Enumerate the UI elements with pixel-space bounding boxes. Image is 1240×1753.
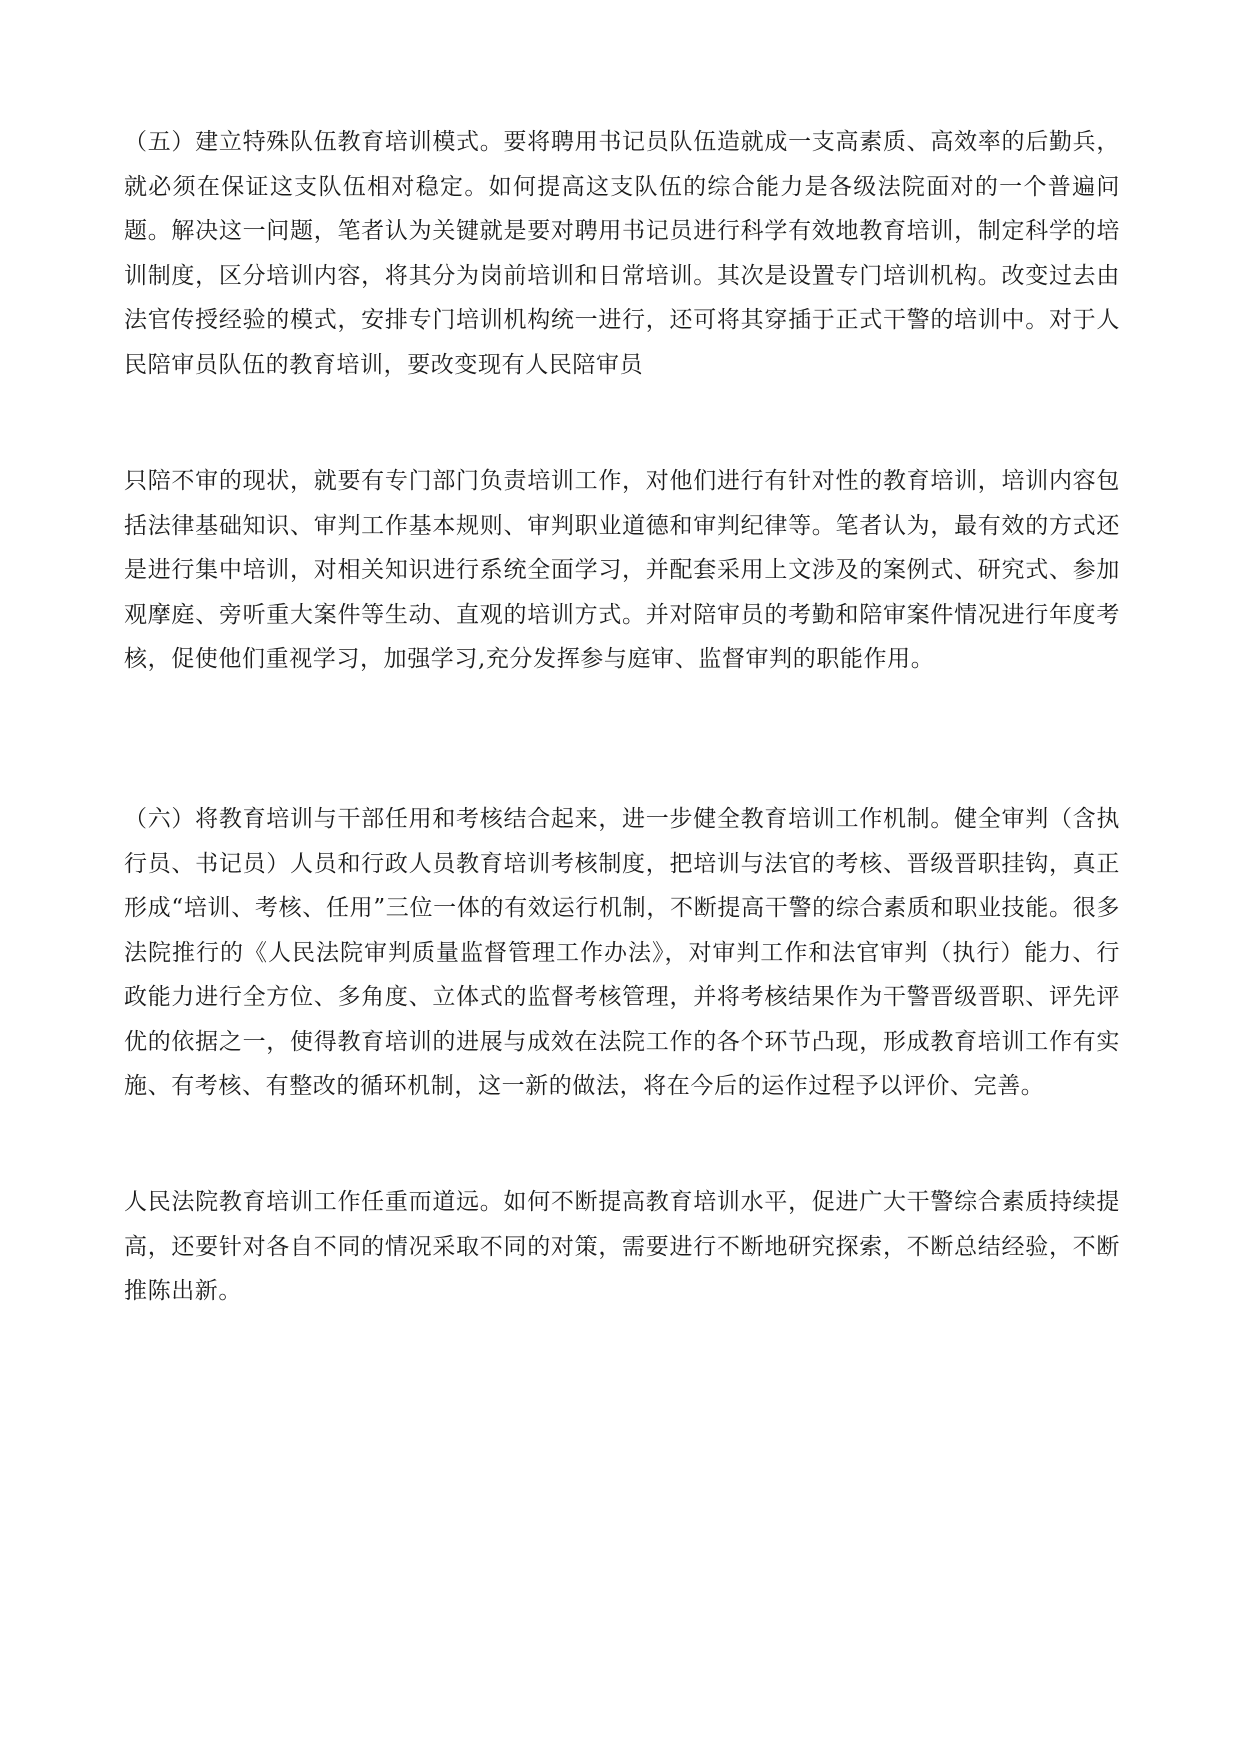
paragraph-section-six: （六）将教育培训与干部任用和考核结合起来，进一步健全教育培训工作机制。健全审判（含执行员、书记员）人员和行政人员教育培训考核制度，把培训与法官的考核、晋级晋职挂钩，真正形成“培训、考核、任用”三位一体的有效运行机制，不断提高干警的综合素质和职业技能。很多法院推行的《人民法院审判质量监督管理工作办法》，对审判工作和法官审判（执行）能力、行政能力进行全方位、多角度、立体式的监督考核管理，并将考核结果作为干警晋级晋职、评先评优的依据之一，使得教育培训的进展与成效在法院工作的各个环节凸现，形成教育培训工作有实施、有考核、有整改的循环机制，这一新的做法，将在今后的运作过程予以评价、完善。	[124, 806, 1120, 1099]
paragraph-conclusion: 人民法院教育培训工作任重而道远。如何不断提高教育培训水平，促进广大干警综合素质持续提高，还要针对各自不同的情况采取不同的对策，需要进行不断地研究探索，不断总结经验，不断推陈出新。	[124, 1189, 1120, 1304]
paragraph-section-five: （五）建立特殊队伍教育培训模式。要将聘用书记员队伍造就成一支高素质、高效率的后勤兵，就必须在保证这支队伍相对稳定。如何提高这支队伍的综合能力是各级法院面对的一个普遍问题。解决这一问题，笔者认为关键就是要对聘用书记员进行科学有效地教育培训，制定科学的培训制度，区分培训内容，将其分为岗前培训和日常培训。其次是设置专门培训机构。改变过去由法官传授经验的模式，安排专门培训机构统一进行，还可将其穿插于正式干警的培训中。对于人民陪审员队伍的教育培训，要改变现有人民陪审员	[124, 129, 1120, 378]
paragraph-juror-training: 只陪不审的现状，就要有专门部门负责培训工作，对他们进行有针对性的教育培训，培训内容包括法律基础知识、审判工作基本规则、审判职业道德和审判纪律等。笔者认为，最有效的方式还是进行集中培训，对相关知识进行系统全面学习，并配套采用上文涉及的案例式、研究式、参加观摩庭、旁听重大案件等生动、直观的培训方式。并对陪审员的考勤和陪审案件情况进行年度考核，促使他们重视学习，加强学习,充分发挥参与庭审、监督审判的职能作用。	[124, 468, 1120, 672]
